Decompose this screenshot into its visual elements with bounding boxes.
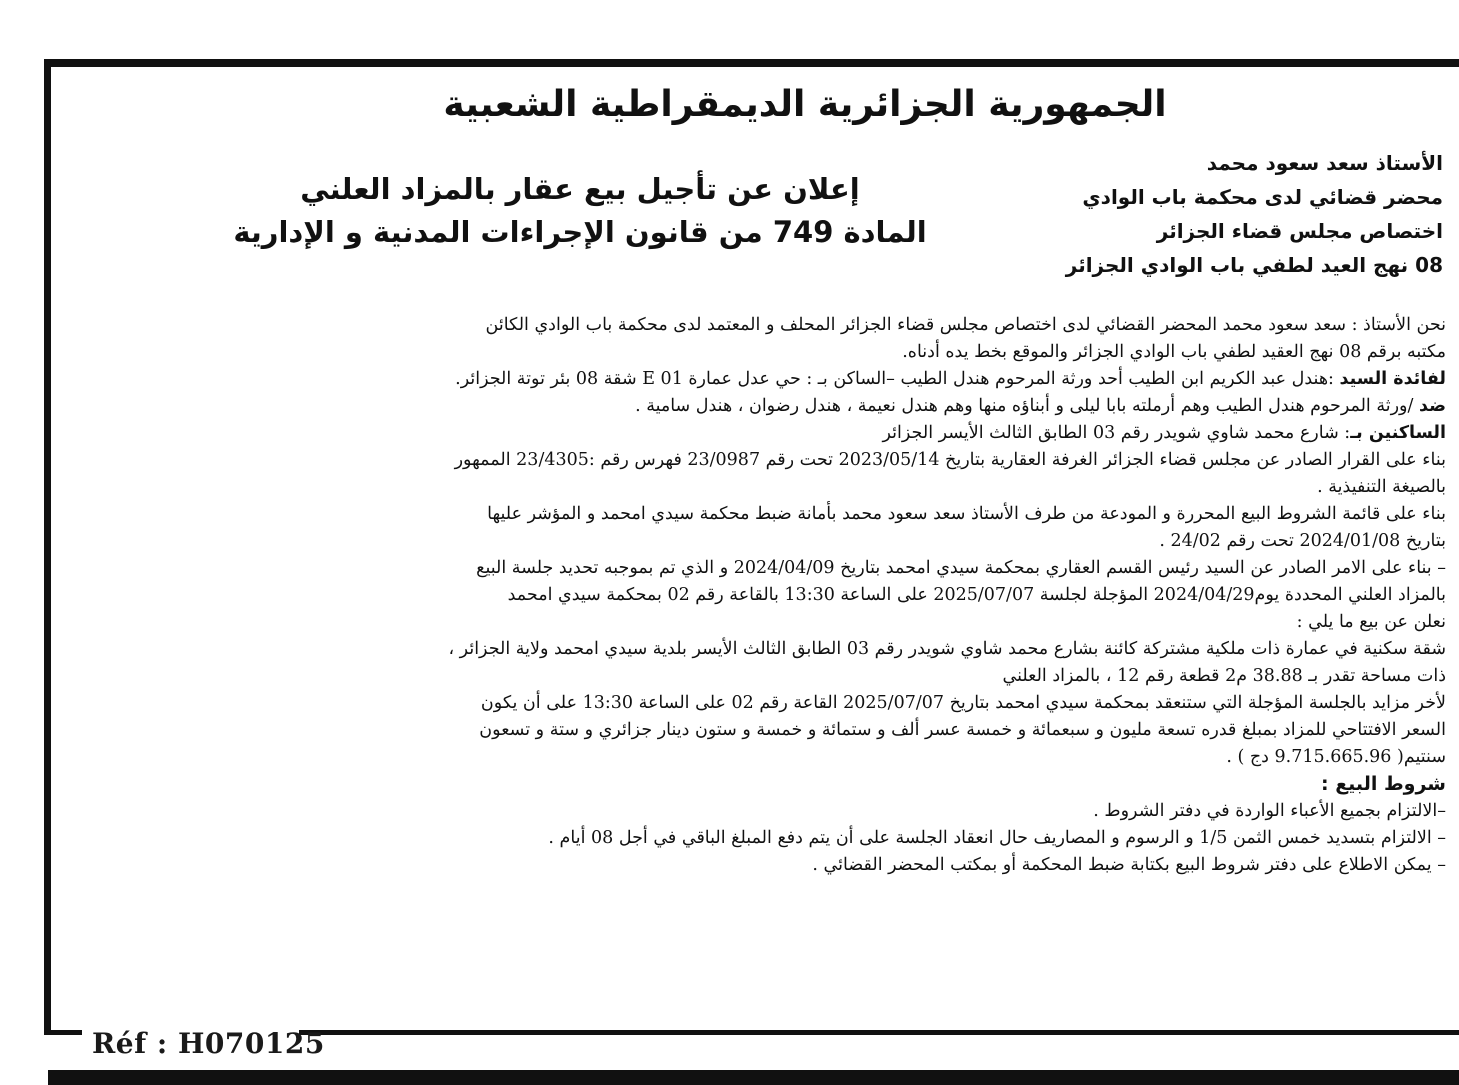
bailiff-address-block (1013, 146, 1443, 282)
body-line: بالمزاد العلني المحددة يوم2024/04/29 المؤجلة لجلسة 2025/07/07 على الساعة 13:30 بالقاعة رقم 02 بمحكمة سيدي امحمد (507, 585, 1446, 605)
notice-headline (210, 168, 950, 254)
headline-line-1: إعلان عن تأجيل بيع عقار بالمزاد العلني (300, 172, 860, 206)
sale-conditions-title: شروط البيع : (1320, 773, 1446, 795)
body-line: سنتيم( 9.715.665.96 دج ) . (1226, 747, 1446, 767)
beneficiary-line (70, 366, 1446, 393)
bailiff-jurisdiction: اختصاص مجلس قضاء الجزائر (1156, 219, 1443, 243)
body-line: لأخر مزايد بالجلسة المؤجلة التي ستنعقد بمحكمة سيدي امحمد بتاريخ 2025/07/07 القاعة رقم 02 على الساعة 13:30 على أن يكون (480, 693, 1446, 713)
notice-body (70, 312, 1446, 879)
body-line: مكتبه برقم 08 نهج العقيد لطفي باب الوادي الجزائر والموقع بخط يده أدناه. (902, 342, 1446, 362)
against-label: ضد (1418, 396, 1446, 416)
beneficiary-label: لفائدة السيد (1339, 369, 1446, 389)
body-line: – بناء على الامر الصادر عن السيد رئيس القسم العقاري بمحكمة سيدي امحمد بتاريخ 2024/04/09 و الذي تم بموجبه تحديد جلسة البيع (476, 558, 1446, 578)
body-line: بناء على قائمة الشروط البيع المحررة و المودعة من طرف الأستاذ سعد سعود محمد بأمانة ضبط محكمة سيدي امحمد و المؤشر عليها (487, 504, 1446, 524)
body-line: نحن الأستاذ : سعد سعود محمد المحضر القضائي لدى اختصاص مجلس قضاء الجزائر المحلف و المعتمد لدى محكمة باب الوادي الكائن (485, 315, 1446, 335)
beneficiary-text: :هندل عبد الكريم ابن الطيب أحد ورثة المرحوم هندل الطيب –الساكن بـ : حي عدل عمارة E 01 شقة 08 بئر توتة الجزائر. (455, 369, 1340, 389)
bailiff-name: الأستاذ سعد سعود محمد (1206, 151, 1443, 175)
bailiff-address: 08 نهج العيد لطفي باب الوادي الجزائر (1065, 253, 1443, 277)
republic-title: الجمهورية الجزائرية الديمقراطية الشعبية (443, 84, 1167, 125)
body-line: السعر الافتتاحي للمزاد بمبلغ قدره تسعة مليون و سبعمائة و خمسة عسر ألف و ستمائة و خمسة و ستون دينار جزائري و ستة و تسعون (479, 720, 1446, 740)
headline-line-2: المادة 749 من قانون الإجراءات المدنية و الإدارية (233, 215, 927, 249)
residents-label: الساكنين بـ (1350, 423, 1446, 443)
residents-text: : شارع محمد شاوي شويدر رقم 03 الطابق الثالث الأيسر الجزائر (882, 423, 1351, 443)
against-text: /ورثة المرحوم هندل الطيب وهم أرملته بابا ليلى و أبناؤه منها وهم هندل نعيمة ، هندل رضوان ، هندل سامية . (635, 396, 1419, 416)
body-line: نعلن عن بيع ما يلي : (1296, 612, 1446, 632)
body-line: بناء على القرار الصادر عن مجلس قضاء الجزائر الغرفة العقارية بتاريخ 2023/05/14 تحت رقم 23/0987 فهرس رقم :23/4305 الممهور (454, 450, 1446, 470)
residents-line (70, 420, 1446, 447)
condition-item: –الالتزام بجميع الأعباء الواردة في دفتر الشروط . (1093, 801, 1446, 821)
body-line: بتاريخ 2024/01/08 تحت رقم 24/02 . (1159, 531, 1446, 551)
condition-item: – يمكن الاطلاع على دفتر شروط البيع بكتابة ضبط المحكمة أو بمكتب المحضر القضائي . (812, 855, 1446, 875)
body-line: ذات مساحة تقدر بـ 38.88 م2 قطعة رقم 12 ، بالمزاد العلني (1002, 666, 1446, 686)
body-line: شقة سكنية في عمارة ذات ملكية مشتركة كائنة بشارع محمد شاوي شويدر رقم 03 الطابق الثالث الأيسر بلدية سيدي امحمد ولاية الجزائر ، (448, 639, 1446, 659)
bailiff-court: محضر قضائي لدى محكمة باب الوادي (1082, 185, 1443, 209)
body-line: بالصيغة التنفيذية . (1317, 477, 1446, 497)
reference-number: Réf : H070125 (92, 1027, 325, 1060)
condition-item: – الالتزام بتسديد خمس الثمن 1/5 و الرسوم و المصاريف حال انعقاد الجلسة على أن يتم دفع المبلغ الباقي في أجل 08 أيام . (548, 828, 1446, 848)
against-line (70, 393, 1446, 420)
bottom-rule (48, 1070, 1459, 1085)
